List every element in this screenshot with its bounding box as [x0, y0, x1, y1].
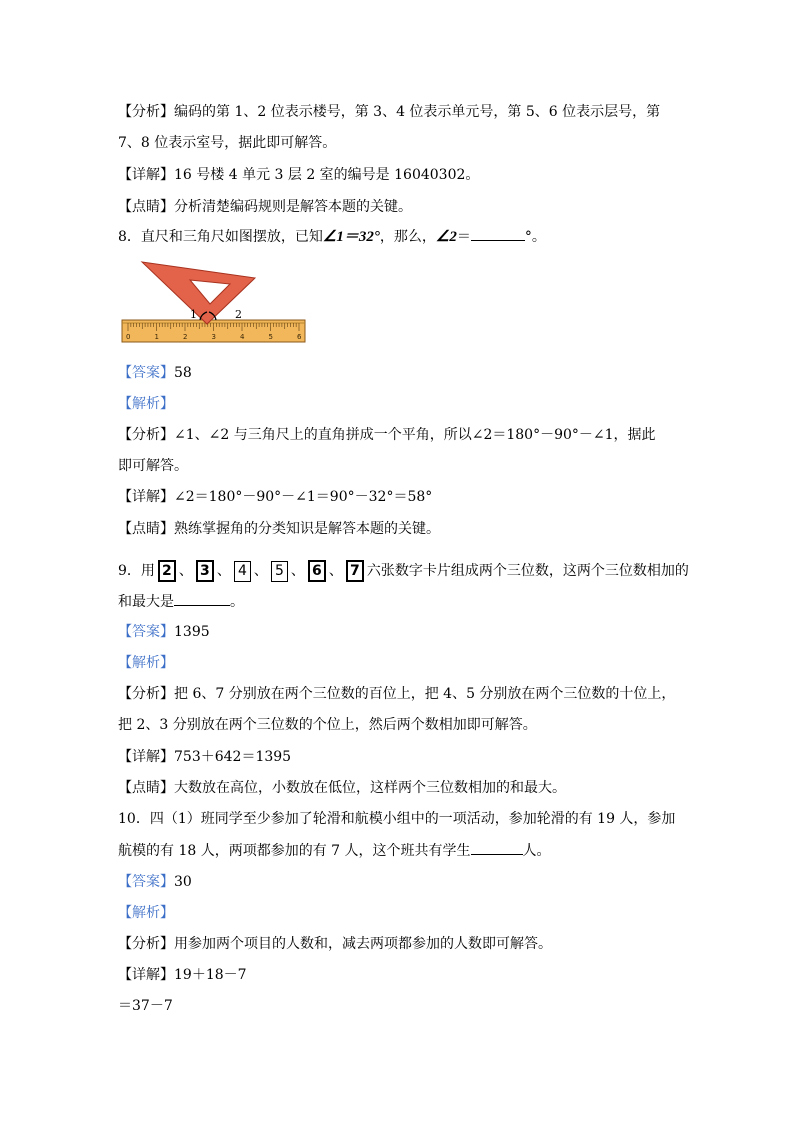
ruler-tick-label: 0	[126, 333, 131, 341]
q9-explain-tag: 【解析】	[118, 655, 174, 671]
q8-detail-text: ∠2＝180°－90°－∠1＝90°－32°＝58°	[174, 489, 433, 505]
q9-detail-text: 753＋642＝1395	[174, 749, 292, 765]
q10-answer-tag: 【答案】	[118, 874, 174, 890]
q9-explain-line	[118, 653, 174, 673]
q8-analysis-text-1: ∠1、∠2 与三角尺上的直角拼成一个平角，所以∠2＝180°－90°－∠1，据此	[174, 427, 656, 443]
q9-sep: 、	[328, 563, 343, 579]
q8-stem	[118, 226, 546, 247]
q8-explain-tag: 【解析】	[118, 396, 174, 412]
q10-stem-2a: 航模的有 18 人，两项都参加的有 7 人，这个班共有学生	[118, 843, 471, 859]
q10-analysis-tag: 【分析】	[118, 936, 174, 952]
q10-stem-line-2	[118, 840, 551, 861]
q10-analysis-text: 用参加两个项目的人数和，减去两项都参加的人数即可解答。	[174, 936, 552, 952]
q7-detail-text: 16 号楼 4 单元 3 层 2 室的编号是 16040302。	[174, 167, 480, 183]
q10-stem-1: 10．四（1）班同学至少参加了轮滑和航模小组中的一项活动，参加轮滑的有 19 人，参加	[118, 811, 676, 827]
q10-answer-value: 30	[174, 874, 192, 890]
q9-stem-a: 9．用	[118, 563, 155, 579]
q8-answer-tag: 【答案】	[118, 365, 174, 381]
q10-detail-tag: 【详解】	[118, 967, 174, 983]
q9-analysis-line-2	[118, 715, 537, 735]
q8-comment-line	[118, 519, 440, 539]
q9-sep: 、	[178, 563, 193, 579]
q7-analysis-line-1	[118, 102, 660, 122]
q8-analysis-line-1	[118, 425, 656, 445]
q7-detail-line	[118, 165, 479, 185]
q9-stem-d: 。	[230, 594, 244, 610]
q7-analysis-text-2: 7、8 位表示室号，据此即可解答。	[118, 135, 337, 151]
q10-detail-line-2	[118, 996, 173, 1016]
q8-stem-a: 8．直尺和三角尺如图摆放，已知	[118, 229, 323, 245]
q8-given-angle: ∠1＝32°	[322, 229, 380, 245]
q8-answer-blank	[471, 226, 525, 241]
q8-stem-d: °。	[524, 229, 546, 245]
q8-analysis-tag: 【分析】	[118, 427, 174, 443]
number-card-3: 3	[196, 560, 214, 582]
q9-answer-tag: 【答案】	[118, 624, 174, 640]
q9-answer-value: 1395	[174, 624, 210, 640]
q10-answer-blank	[471, 840, 523, 855]
q8-detail-line	[118, 487, 432, 507]
q9-stem-line-2	[118, 591, 244, 612]
number-card-5: 5	[271, 561, 288, 582]
q8-stem-c: ＝	[456, 229, 471, 245]
q8-answer-value: 58	[174, 365, 192, 381]
ruler-tick-label: 4	[240, 333, 245, 341]
q9-comment-text: 大数放在高位，小数放在低位，这样两个三位数相加的和最大。	[174, 780, 566, 796]
q10-analysis-line	[118, 934, 552, 954]
q9-comment-tag: 【点睛】	[118, 780, 174, 796]
ruler-tick-label: 5	[268, 333, 273, 341]
q10-stem-line-1	[118, 809, 675, 829]
q8-explain-line	[118, 394, 174, 414]
q10-explain-tag: 【解析】	[118, 905, 174, 921]
number-card-4: 4	[234, 561, 251, 582]
q9-answer-blank	[174, 591, 230, 606]
q7-comment-tag: 【点睛】	[118, 199, 174, 215]
q7-analysis-line-2	[118, 133, 336, 153]
q9-analysis-text-2: 把 2、3 分别放在两个三位数的个位上，然后两个数相加即可解答。	[118, 717, 537, 733]
ruler-triangle-figure	[120, 258, 310, 348]
ruler-tick-label: 1	[154, 333, 159, 341]
ruler-tick-label: 3	[211, 333, 216, 341]
number-card-7: 7	[346, 560, 364, 582]
q9-stem-line-1	[118, 560, 689, 582]
q10-detail-text-1: 19＋18－7	[174, 967, 247, 983]
ruler-tick-label: 6	[297, 333, 302, 341]
number-card-6: 6	[308, 560, 326, 582]
angle-2-label: 2	[235, 308, 242, 321]
q8-answer-line	[118, 363, 192, 383]
q7-comment-line	[118, 197, 412, 217]
q7-analysis-tag: 【分析】	[118, 104, 174, 120]
q8-detail-tag: 【详解】	[118, 489, 174, 505]
q8-comment-tag: 【点睛】	[118, 521, 174, 537]
q8-analysis-line-2	[118, 456, 188, 476]
q9-stem-c: 和最大是	[118, 594, 174, 610]
q8-comment-text: 熟练掌握角的分类知识是解答本题的关键。	[174, 521, 440, 537]
q8-analysis-text-2: 即可解答。	[118, 458, 188, 474]
q9-analysis-text-1: 把 6、7 分别放在两个三位数的百位上，把 4、5 分别放在两个三位数的十位上，	[174, 686, 676, 702]
q9-comment-line	[118, 778, 566, 798]
q9-detail-tag: 【详解】	[118, 749, 174, 765]
q10-answer-line	[118, 872, 192, 892]
q9-analysis-line-1	[118, 684, 675, 704]
q8-stem-b: ，那么，	[379, 229, 436, 245]
q10-detail-line-1	[118, 965, 247, 985]
q8-target-angle: ∠2	[435, 229, 457, 245]
q10-detail-text-2: ＝37－7	[118, 998, 173, 1014]
q9-sep: 、	[290, 563, 305, 579]
q9-detail-line	[118, 747, 291, 767]
q10-explain-line	[118, 903, 174, 923]
q9-sep: 、	[216, 563, 231, 579]
q7-comment-text: 分析清楚编码规则是解答本题的关键。	[174, 199, 412, 215]
q10-stem-2b: 人。	[522, 843, 551, 859]
q9-answer-line	[118, 622, 210, 642]
ruler-tick-label: 2	[183, 333, 188, 341]
q9-stem-b: 六张数字卡片组成两个三位数，这两个三位数相加的	[366, 563, 689, 579]
number-card-2: 2	[158, 560, 176, 582]
q9-analysis-tag: 【分析】	[118, 686, 174, 702]
q9-sep: 、	[253, 563, 268, 579]
q7-analysis-text-1: 编码的第 1、2 位表示楼号，第 3、4 位表示单元号，第 5、6 位表示层号，第	[174, 104, 661, 120]
q7-detail-tag: 【详解】	[118, 167, 174, 183]
angle-1-label: 1	[190, 308, 197, 321]
